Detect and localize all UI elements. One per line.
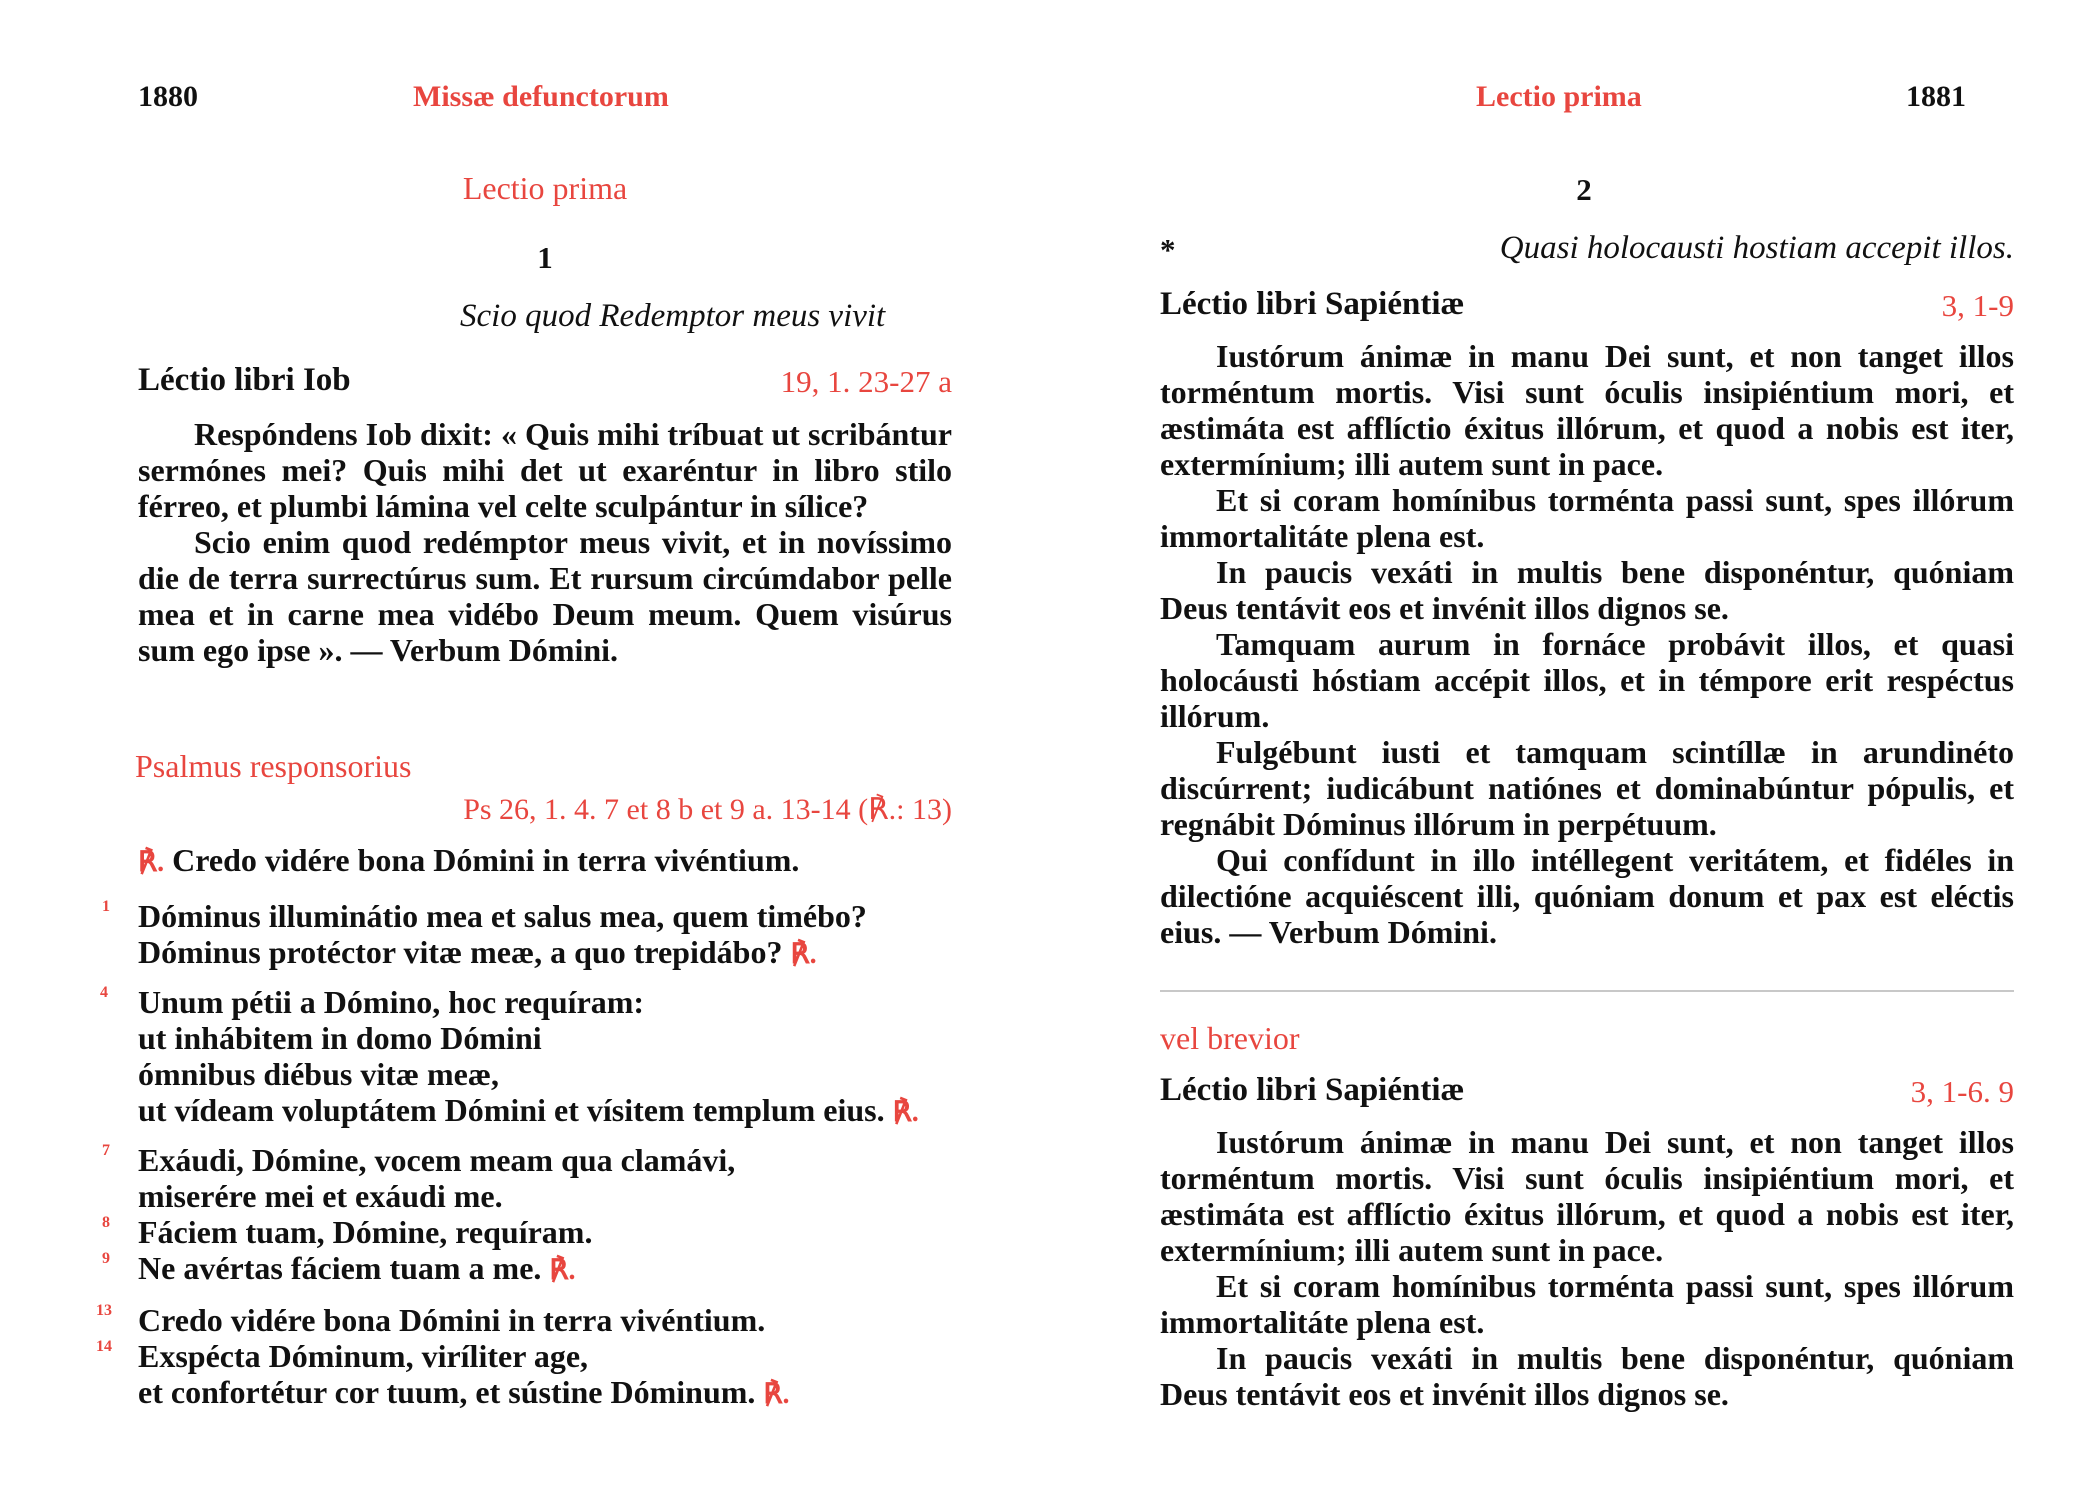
reading-text (1160, 1124, 2014, 1412)
page-number: 1880 (138, 80, 198, 113)
response-icon: ℟. (138, 847, 165, 878)
reading-text (1160, 338, 2014, 950)
stanza-line: Dóminus illuminátio mea et salus mea, quem timébo? (138, 898, 867, 934)
verse-number: 7 (102, 1142, 110, 1159)
vel-brevior: vel brevior (1160, 1020, 1300, 1056)
psalm-stanza (138, 984, 919, 1131)
response-line (138, 842, 799, 881)
divider (1160, 990, 2014, 992)
psalm-stanza (138, 898, 867, 973)
running-head: Lectio prima (1476, 80, 1642, 113)
stanza-line: Credo vidére bona Dómini in terra vivéntium. (138, 1302, 766, 1338)
lectio-reference: 3, 1-6. 9 (1910, 1074, 2014, 1109)
paragraph: Tamquam aurum in fornáce probávit illos, et quasi holocáusti hóstiam accépit illos, et in témpore erit respéctus illórum. (1160, 626, 2014, 734)
paragraph: In paucis vexáti in multis bene disponéntur, quóniam Deus tentávit eos et invénit illos dignos se. (1160, 1340, 2014, 1412)
verse-number: 8 (102, 1214, 110, 1231)
psalm-stanza (138, 1302, 790, 1413)
verse-number: 14 (96, 1338, 112, 1355)
verse-number: 13 (96, 1302, 112, 1319)
psalm-title: Psalmus responsorius (135, 748, 412, 784)
stanza-line: Unum pétii a Dómino, hoc requíram: (138, 984, 645, 1020)
stanza-line: et confortétur cor tuum, et sústine Dóminum. ℟. (138, 1374, 790, 1410)
lectio-title: Léctio libri Iob (138, 362, 351, 398)
stanza-line: Exáudi, Dómine, vocem meam qua clamávi, (138, 1142, 736, 1178)
lectio-title: Léctio libri Sapiéntiæ (1160, 1072, 1465, 1108)
stanza-line: miserére mei et exáudi me. (138, 1178, 503, 1214)
section-title: Lectio prima (462, 170, 628, 206)
paragraph: Scio enim quod redémptor meus vivit, et in novíssimo die de terra surrectúrus sum. Et rursum circúmdabor pelle mea et in carne mea vidébo Deum meum. Quem visúrus sum ego ipse ». — Verbum Dómini. (138, 524, 952, 668)
psalm-stanza (138, 1142, 735, 1289)
reading-number: 2 (1576, 172, 1592, 207)
stanza-line: Fáciem tuam, Dómine, requíram. (138, 1214, 593, 1250)
lectio-reference: 3, 1-9 (1941, 288, 2014, 323)
psalm-reference: Ps 26, 1. 4. 7 et 8 b et 9 a. 13-14 (℟.: 13) (463, 793, 952, 826)
response-text: Credo vidére bona Dómini in terra vivéntium. (172, 842, 800, 878)
paragraph: Qui confídunt in illo intéllegent veritátem, et fidéles in dilectióne acquiéscent illi, quóniam donum et pax est eléctis eius. — Verbum Dómini. (1160, 842, 2014, 950)
verse-number: 1 (102, 898, 110, 915)
asterisk: * (1160, 232, 1176, 267)
paragraph: In paucis vexáti in multis bene disponéntur, quóniam Deus tentávit eos et invénit illos dignos se. (1160, 554, 2014, 626)
stanza-line: ómnibus diébus vitæ meæ, (138, 1056, 499, 1092)
paragraph: Iustórum ánimæ in manu Dei sunt, et non tanget illos torméntum mortis. Visi sunt óculis insipiéntium mori, et æstimáta est afflíctio éxitus illórum, et quod a nobis est iter, extermínium; illi autem sunt in pace. (1160, 338, 2014, 482)
response-icon: ℟. (892, 1097, 919, 1128)
paragraph: Respóndens Iob dixit: « Quis mihi tríbuat ut scribántur sermónes mei? Quis mihi det ut exaréntur in libro stilo férreo, et plumbi lámina vel celte sculpántur in sílice? (138, 416, 952, 524)
verse-number: 9 (102, 1250, 110, 1267)
paragraph: Iustórum ánimæ in manu Dei sunt, et non tanget illos torméntum mortis. Visi sunt óculis insipiéntium mori, et æstimáta est afflíctio éxitus illórum, et quod a nobis est iter, extermínium; illi autem sunt in pace. (1160, 1124, 2014, 1268)
reading-subtitle: Scio quod Redemptor meus vivit (460, 298, 886, 334)
stanza-line: Exspécta Dóminum, viríliter age, (138, 1338, 589, 1374)
reading-subtitle: Quasi holocausti hostiam accepit illos. (1499, 230, 2014, 266)
stanza-line: ut inhábitem in domo Dómini (138, 1020, 542, 1056)
lectio-reference: 19, 1. 23-27 a (780, 364, 952, 399)
right-page (1039, 0, 2078, 1500)
lectio-title: Léctio libri Sapiéntiæ (1160, 286, 1465, 322)
paragraph: Et si coram homínibus torménta passi sunt, spes illórum immortalitáte plena est. (1160, 1268, 2014, 1340)
response-icon: ℟. (549, 1255, 576, 1286)
response-icon: ℟. (763, 1379, 790, 1410)
paragraph: Et si coram homínibus torménta passi sunt, spes illórum immortalitáte plena est. (1160, 482, 2014, 554)
verse-number: 4 (100, 984, 108, 1001)
stanza-line: Dóminus protéctor vitæ meæ, a quo trepidábo? ℟. (138, 934, 817, 970)
paragraph: Fulgébunt iusti et tamquam scintíllæ in arundinéto discúrrent; iudicábunt natiónes et dominabúntur pópulis, et regnábit Dóminus illórum in perpétuum. (1160, 734, 2014, 842)
reading-text (138, 416, 952, 668)
page-number: 1881 (1906, 80, 1966, 113)
response-icon: ℟. (790, 939, 817, 970)
reading-number: 1 (537, 240, 553, 275)
stanza-line: Ne avértas fáciem tuam a me. ℟. (138, 1250, 576, 1286)
stanza-line: ut vídeam voluptátem Dómini et vísitem templum eius. ℟. (138, 1092, 919, 1128)
running-head: Missæ defunctorum (413, 80, 669, 113)
